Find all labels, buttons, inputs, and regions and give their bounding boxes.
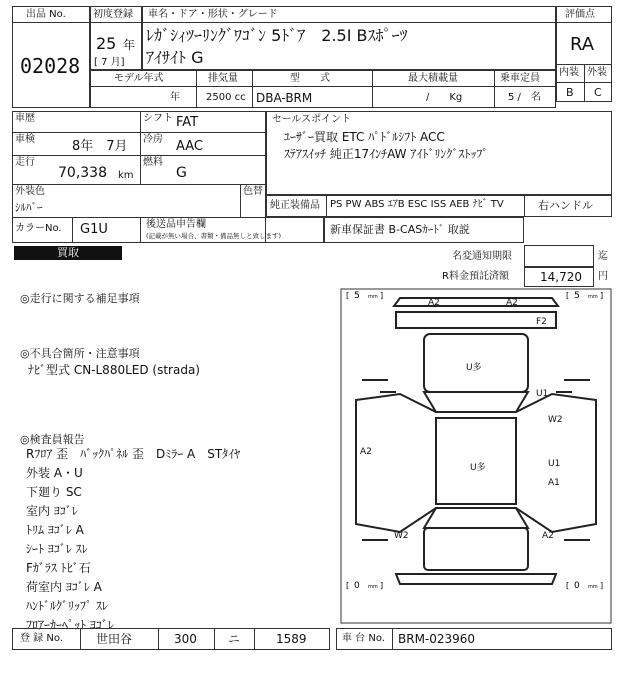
- buy-badge: 買取: [14, 246, 122, 260]
- type-value: DBA-BRM: [256, 91, 313, 105]
- damage-mark: A1: [548, 478, 560, 488]
- aftermarket-label: 後送品申告欄: [146, 219, 206, 230]
- recycle-label: R料金預託済額: [442, 271, 509, 282]
- capacity-label: 乗車定員: [500, 73, 540, 84]
- fuel-label: 燃料: [143, 157, 163, 168]
- tire-tl-depth: 5: [354, 291, 360, 301]
- mileage-label: 走行: [15, 157, 35, 168]
- chassis-label: 車 台 No.: [342, 633, 385, 644]
- capacity-value: 5 / 名: [508, 92, 541, 103]
- defect-title: ◎不具合箇所・注意事項: [20, 347, 140, 360]
- svg-text:]: ]: [600, 291, 604, 300]
- sales-point-line2: ｽﾃｱｽｲｯﾁ 純正17ｲﾝﾁAW ｱｲﾄﾞﾘﾝｸﾞｽﾄｯﾌﾟ: [284, 147, 489, 161]
- max-load-value: / Kg: [426, 92, 463, 103]
- damage-mark: A2: [360, 447, 372, 457]
- sales-point-line1: ﾕｰｻﾞｰ買取 ETC ﾊﾟﾄﾞﾙｼﾌﾄ ACC: [284, 130, 445, 144]
- reg-year-unit: 年: [123, 38, 136, 52]
- ac-value: AAC: [176, 139, 203, 154]
- interior-label: 内装: [559, 67, 579, 78]
- tire-rear-right: [566, 581, 603, 591]
- svg-text:[: [: [346, 291, 350, 300]
- name-change-box: [524, 245, 594, 267]
- damage-mark: U1: [548, 459, 561, 469]
- chassis-number: BRM-023960: [398, 632, 476, 646]
- lot-number: 02028: [20, 54, 81, 78]
- car-name-line2: ｱｲｻｲﾄ G: [146, 48, 204, 67]
- svg-text:[: [: [566, 291, 570, 300]
- name-change-label: 名変通知期限: [452, 251, 512, 262]
- exterior-grade: C: [594, 86, 602, 99]
- tire-tl-unit: mm: [368, 294, 378, 300]
- recycle-unit: 円: [598, 271, 608, 282]
- tire-tr-depth: 5: [574, 291, 580, 301]
- tire-bl-unit: mm: [368, 584, 378, 590]
- color-no-label: カラーNo.: [15, 223, 62, 234]
- warranty-value: 新車保証書 B-CASｶｰﾄﾞ 取説: [330, 223, 470, 236]
- recycle-value: 14,720: [540, 270, 582, 284]
- damage-mark: W2: [548, 415, 563, 425]
- inspector-title: ◎検査員報告: [20, 433, 85, 446]
- ext-color-label: 外装色: [15, 186, 45, 197]
- damage-mark: A2: [542, 531, 554, 541]
- model-year-unit: 年: [170, 92, 180, 103]
- color-change-label: 色替: [243, 186, 263, 197]
- car-damage-diagram: [340, 288, 612, 624]
- svg-text:[: [: [346, 581, 350, 590]
- report-line: ｼｰﾄ ﾖｺﾞﾚ ｽﾚ: [26, 542, 88, 556]
- registration-kana: ニ: [228, 632, 241, 646]
- tire-front-right: [566, 291, 603, 301]
- damage-mark: U多: [466, 363, 482, 373]
- damage-mark: U1: [536, 389, 549, 399]
- registration-label: 登 録 No.: [20, 633, 63, 644]
- svg-text:[: [: [566, 581, 570, 590]
- registration-area: 世田谷: [96, 632, 133, 646]
- report-line: 外装 A・U: [26, 466, 83, 480]
- svg-text:]: ]: [380, 581, 384, 590]
- sales-point-label: セールスポイント: [272, 114, 352, 125]
- svg-text:]: ]: [600, 581, 604, 590]
- fuel-value: G: [176, 165, 187, 181]
- tire-rear-left: [346, 581, 383, 591]
- tire-tr-unit: mm: [588, 294, 598, 300]
- shift-value: FAT: [176, 115, 199, 130]
- rating-value: RA: [570, 34, 595, 55]
- ac-label: 冷房: [143, 134, 163, 145]
- displacement-value: 2500 cc: [206, 92, 246, 103]
- handle-value: 右ハンドル: [538, 199, 593, 212]
- history-label: 車歴: [15, 113, 35, 124]
- report-line: Rﾌﾛｱ 歪 ﾊﾞｯｸﾊﾟﾈﾙ 歪 Dﾐﾗｰ A STﾀｲﾔ: [26, 447, 241, 461]
- driving-notes-title: ◎走行に関する補足事項: [20, 292, 140, 305]
- first-reg-label: 初度登録: [93, 9, 133, 20]
- name-change-value: 迄: [598, 251, 608, 262]
- reg-month: [ 7 月]: [94, 57, 125, 68]
- tire-br-depth: 0: [574, 581, 580, 591]
- defect-line: ﾅﾋﾞ型式 CN-L880LED (strada): [28, 363, 200, 377]
- exterior-label: 外装: [587, 67, 607, 78]
- report-line: Fｶﾞﾗｽ ﾄﾋﾞ石: [26, 561, 91, 575]
- lot-label: 出品 No.: [26, 9, 66, 20]
- rating-label: 評価点: [565, 9, 595, 20]
- damage-mark: A2: [428, 298, 440, 308]
- damage-mark: W2: [394, 531, 409, 541]
- max-load-label: 最大積載量: [408, 73, 458, 84]
- report-line: 室内 ﾖｺﾞﾚ: [26, 504, 78, 518]
- displacement-label: 排気量: [208, 73, 238, 84]
- report-line: 荷室内 ﾖｺﾞﾚ A: [26, 580, 102, 594]
- registration-number: 1589: [276, 632, 307, 646]
- report-line: ﾊﾝﾄﾞﾙｸﾞﾘｯﾌﾟ ｽﾚ: [26, 599, 108, 613]
- report-line: ﾌﾛｱｰｶｰﾍﾟｯﾄ ﾖｺﾞﾚ: [26, 618, 114, 632]
- model-year-label: モデル年式: [114, 73, 164, 84]
- tire-br-unit: mm: [588, 584, 598, 590]
- report-line: 下廻り SC: [26, 485, 82, 499]
- svg-text:]: ]: [380, 291, 384, 300]
- shift-label: シフト: [143, 113, 173, 124]
- report-line: ﾄﾘﾑ ﾖｺﾞﾚ A: [26, 523, 84, 537]
- ext-color-value: ｼﾙﾊﾞｰ: [15, 201, 43, 214]
- tire-bl-depth: 0: [354, 581, 360, 591]
- damage-mark: U多: [470, 463, 486, 473]
- damage-mark: F2: [536, 317, 547, 327]
- mileage-unit: km: [118, 170, 134, 181]
- car-outline: [356, 298, 596, 584]
- registration-class: 300: [174, 632, 197, 646]
- reg-year: 25: [96, 34, 117, 53]
- mileage-value: 70,338: [58, 165, 107, 181]
- inspection-label: 車検: [15, 134, 35, 145]
- aftermarket-note: (記載が無い場合、書類・備品無しと致します): [146, 232, 282, 240]
- damage-mark: A2: [506, 298, 518, 308]
- color-no-value: G1U: [80, 222, 108, 237]
- equipment-value: PS PW ABS ｴｱB ESC ISS AEB ﾅﾋﾞ TV: [330, 199, 504, 210]
- tire-front-left: [346, 291, 383, 301]
- car-name-header: 車名・ドア・形状・グレード: [148, 9, 278, 20]
- type-label: 型 式: [290, 73, 330, 84]
- car-name-line1: ﾚｶﾞｼｨﾂｰﾘﾝｸﾞﾜｺﾞﾝ 5ﾄﾞｱ 2.5I Bｽﾎﾟｰﾂ: [146, 26, 408, 45]
- equipment-label: 純正装備品: [270, 200, 320, 211]
- interior-grade: B: [566, 86, 574, 99]
- inspection-value: 8年 7月: [72, 139, 128, 154]
